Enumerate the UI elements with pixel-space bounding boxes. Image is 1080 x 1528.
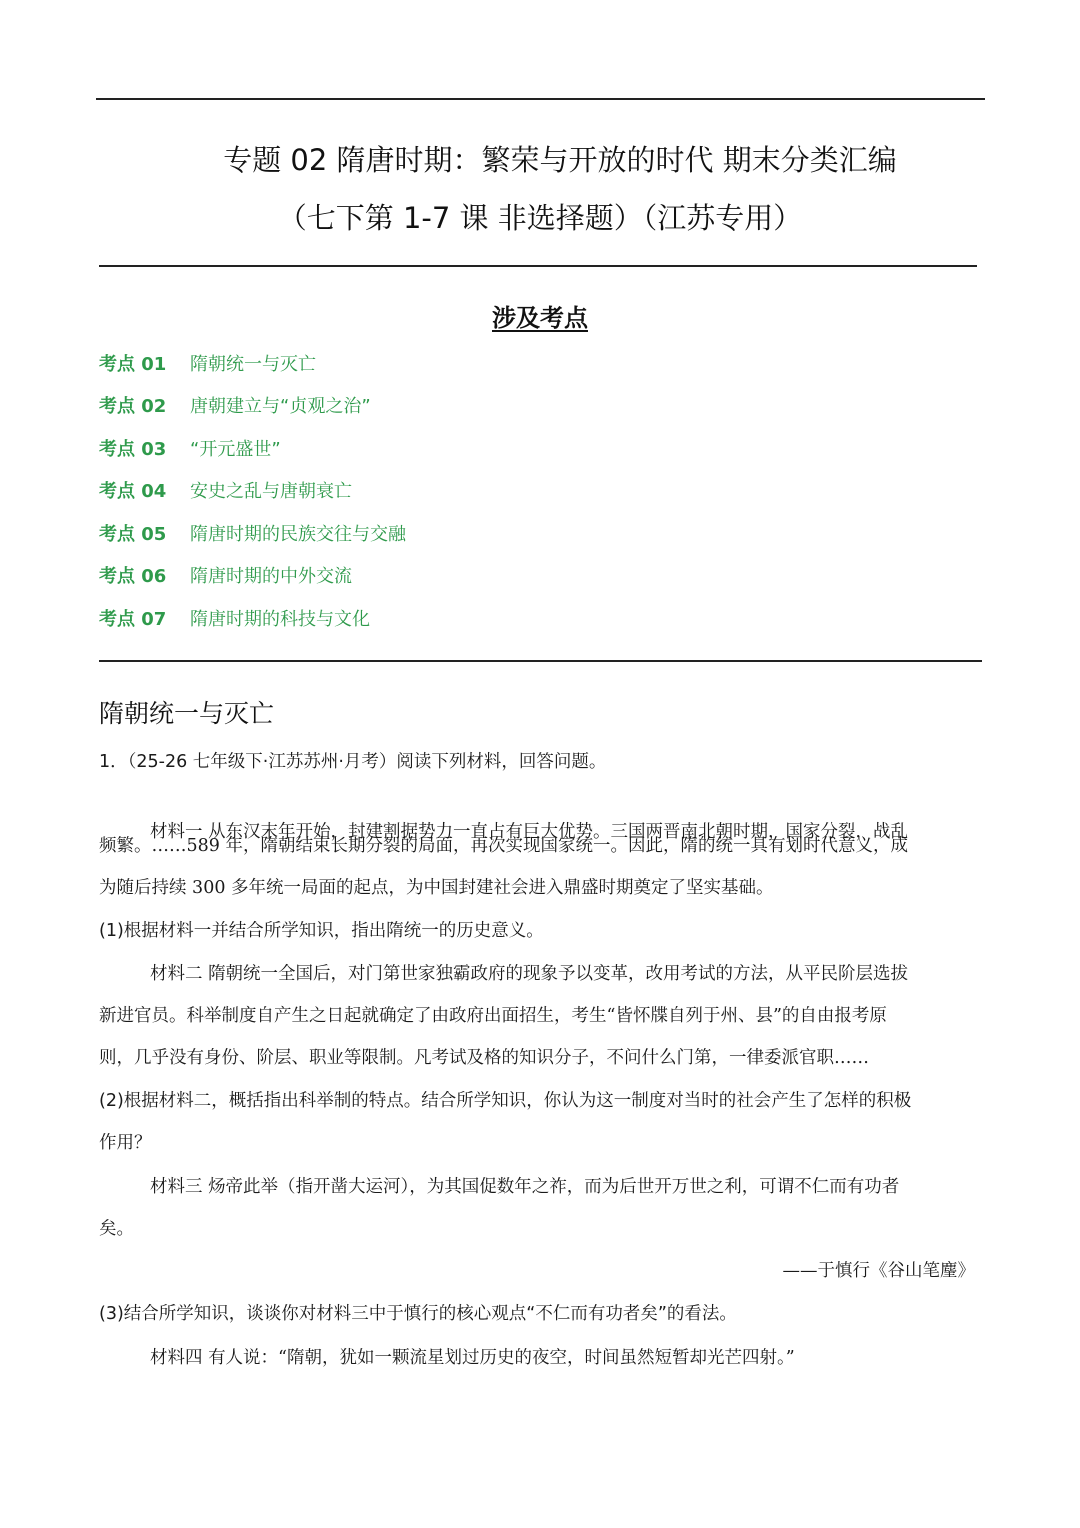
material-3-line: 材料三 炀帝此举（指开凿大运河），为其国促数年之祚，而为后世开万世之利，可谓不仁而有功者: [150, 1177, 900, 1197]
kaodian-number: 考点 03: [99, 439, 167, 460]
kaodian-number: 考点 01: [99, 354, 167, 375]
kaodian-number: 考点 04: [99, 481, 167, 502]
sub-question-2: (2)根据材料二，概括指出科举制的特点。结合所学知识，你认为这一制度对当时的社会产生了怎样的积极: [99, 1091, 912, 1111]
kaodian-item: [99, 605, 370, 635]
sub-question-3: (3)结合所学知识，谈谈你对材料三中于慎行的核心观点“不仁而有功者矣”的看法。: [99, 1304, 737, 1324]
material-2-line: 新进官员。科举制度自产生之日起就确定了由政府出面招生，考生“皆怀牒自列于州、县”的自由报考原: [99, 1006, 887, 1026]
kaodian-text: 隋朝统一与灭亡: [190, 354, 316, 375]
kaodian-text: 唐朝建立与“贞观之治”: [190, 396, 371, 417]
material-2-line: 则，几乎没有身份、阶层、职业等限制。凡考试及格的知识分子，不问什么门第，一律委派官职……: [99, 1048, 869, 1068]
kaodian-text: 隋唐时期的民族交往与交融: [190, 524, 406, 545]
title-bottom-rule: [99, 265, 977, 267]
kaodian-number: 考点 07: [99, 609, 167, 630]
kaodian-item: [99, 477, 352, 507]
material-4-line: 材料四 有人说：“隋朝，犹如一颗流星划过历史的夜空，时间虽然短暂却光芒四射。”: [150, 1348, 795, 1368]
document-title-line1: 专题 02 隋唐时期：繁荣与开放的时代 期末分类汇编: [223, 143, 897, 177]
question-intro: 1．（25-26 七年级下·江苏苏州·月考）阅读下列材料，回答问题。: [99, 752, 607, 772]
material-3-source: ——于慎行《谷山笔麈》: [782, 1261, 975, 1281]
kaodian-text: 安史之乱与唐朝衰亡: [190, 481, 352, 502]
material-3-line: 矣。: [99, 1219, 134, 1239]
kaodian-text: 隋唐时期的中外交流: [190, 566, 352, 587]
material-1-line: 为随后持续 300 多年统一局面的起点，为中国封建社会进入鼎盛时期奠定了坚实基础。: [99, 878, 774, 898]
material-1-line: 材料一 从东汉末年开始，封建割据势力一直占有巨大优势。三国两晋南北朝时期，国家分裂，战乱: [150, 822, 909, 842]
sub-question-2: 作用？: [99, 1133, 152, 1153]
kaodian-bottom-rule: [99, 660, 982, 662]
kaodian-text: “开元盛世”: [190, 439, 281, 460]
part-heading: 隋朝统一与灭亡: [99, 699, 275, 728]
top-rule: [96, 98, 985, 100]
kaodian-item: [99, 520, 406, 550]
section-heading: 涉及考点: [492, 304, 588, 332]
kaodian-text: 隋唐时期的科技与文化: [190, 609, 370, 630]
kaodian-number: 考点 06: [99, 566, 167, 587]
kaodian-item: [99, 435, 281, 465]
kaodian-number: 考点 02: [99, 396, 167, 417]
kaodian-item: [99, 562, 352, 592]
sub-question-1: (1)根据材料一并结合所学知识，指出隋统一的历史意义。: [99, 921, 544, 941]
kaodian-item: [99, 350, 316, 380]
document-title-line2: （七下第 1-7 课 非选择题）（江苏专用）: [277, 201, 803, 235]
kaodian-number: 考点 05: [99, 524, 167, 545]
material-2-line: 材料二 隋朝统一全国后，对门第世家独霸政府的现象予以变革，改用考试的方法，从平民阶层选拔: [150, 964, 909, 984]
kaodian-item: [99, 392, 371, 422]
material-1-line: 频繁。……589 年，隋朝结束长期分裂的局面，再次实现国家统一。因此，隋的统一具有划时代意义，成: [99, 836, 908, 856]
